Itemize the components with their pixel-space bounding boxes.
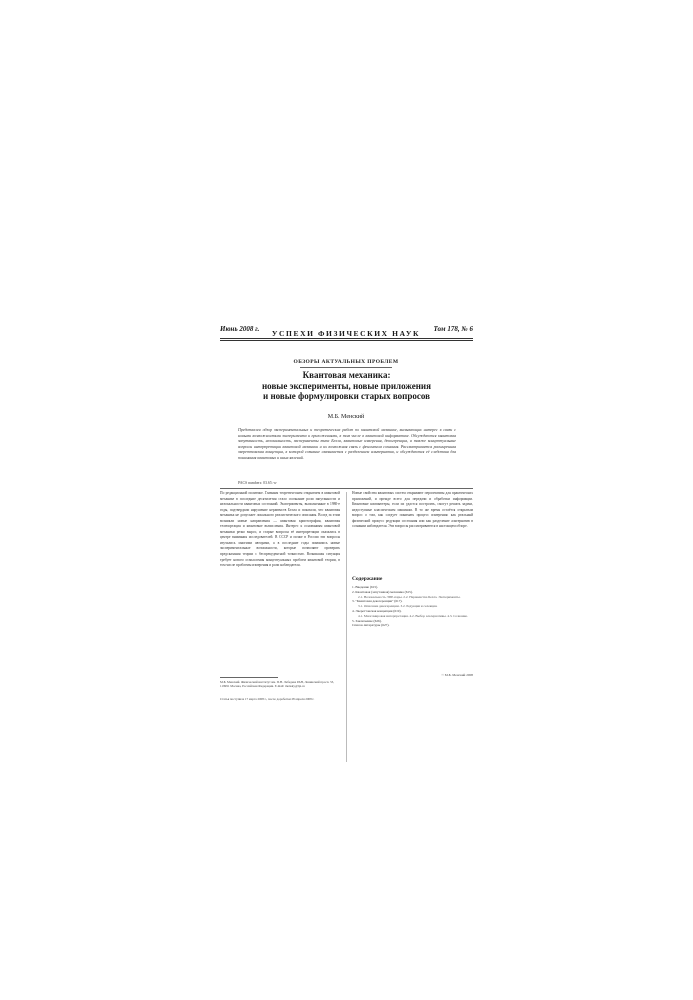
toc-heading: Содержание bbox=[352, 576, 383, 582]
section-rubric: ОБЗОРЫ АКТУАЛЬНЫХ ПРОБЛЕМ bbox=[293, 359, 399, 365]
toc-item: 2. Квантовая (запутанная) механика (615). bbox=[352, 589, 413, 594]
journal-name: УСПЕХИ ФИЗИЧЕСКИХ НАУК bbox=[271, 329, 421, 338]
abstract-rule bbox=[220, 488, 473, 489]
article-author: М.Б. Менский bbox=[327, 414, 365, 420]
toc-item: 5. Заключение (626). bbox=[352, 618, 382, 623]
body-column-left: По редакционной политике. Главным теоретическим открытием в квантовой механике в последние десятилетия стало осознание роли запутанности и нелокальности квантовых состояний. Эксперименты, выполненные в 1980-е годы, подтвердили нарушение неравенств Белла и показали, что квантовая механика не допускает локального реалистического описания. Вслед за этим возникли новые направления — квантовая криптография, квантовая телепортация и квантовые вычисления. Интерес к основаниям квантовой механики резко вырос, и старые вопросы её интерпретации оказались в центре внимания исследователей. В СССР и позже в России эти вопросы изучались многими авторами, а в последние годы появились новые экспериментальные возможности, которые позволяют проверять предсказания теории с беспрецедентной точностью. Возникшая ситуация требует нового осмысления концептуальных проблем квантовой теории, в том числе проблемы измерения и роли наблюдателя. bbox=[220, 491, 340, 568]
toc-item: 1. Введение (615). bbox=[352, 585, 379, 589]
author-affiliation: М.Б. Менский. Физический институт им. П.Н. Лебедева РАН, Ленинский просп. 53, 119991 Москва, Российская Федерация. E-mail: mensky@lpi.ru bbox=[220, 680, 335, 689]
title-line-2: новые эксперименты, новые приложения bbox=[261, 380, 431, 391]
footnote-rule bbox=[220, 677, 278, 678]
header-rule-top bbox=[220, 338, 473, 339]
article-title bbox=[230, 370, 463, 402]
issue-date: Июнь 2008 г. bbox=[220, 325, 260, 333]
header-rule-bottom bbox=[220, 340, 473, 341]
pacs-numbers: PACS numbers: 03.65.-w bbox=[238, 481, 277, 485]
rubric-underline bbox=[300, 367, 392, 368]
toc-item: 3. "Квантовая декогеренция" (617). bbox=[352, 599, 403, 604]
title-line-3: и новые формулировки старых вопросов bbox=[263, 391, 430, 401]
toc-subitem: 3.1. Описание декогеренции. 3.2. Редукция и селекция. bbox=[358, 604, 438, 609]
toc-item: Список литературы (627). bbox=[352, 623, 390, 628]
volume-number: Том 178, № 6 bbox=[433, 325, 473, 333]
copyright-notice: © М.Б. Менский 2008 bbox=[441, 673, 473, 677]
submission-dates: Статья поступила 17 марта 2008 г., после доработки 28 апреля 2008 г. bbox=[220, 697, 315, 701]
column-separator bbox=[346, 492, 347, 762]
toc-subitem: 4.1. Многомировая интерпретация. 4.2. Выбор альтернативы. 4.3. Сознание. bbox=[358, 613, 468, 618]
toc-item: 4. Эвереттовская концепция (619). bbox=[352, 608, 402, 613]
table-of-contents bbox=[352, 585, 473, 628]
abstract: Представлен обзор экспериментальных и теоретических работ по квантовой механике, вызывающих интерес в связи с новыми возможностями эксперимента и приложениями, в том числе в квантовой информатике. Обсуждаются квантовая запутанность, нелокальность, эксперименты типа Белла, квантовые измерения, декогеренция, а также концептуальные вопросы интерпретации квантовой механики и их возможная связь с феноменом сознания. Рассматривается расширенная эвереттовская концепция, в которой сознание связывается с разделением альтернатив, и обсуждаются её следствия для понимания квантовых и иных явлений. bbox=[238, 427, 456, 460]
body-column-right: Новые свойства квантовых систем открывают перспективы для практических приложений, и прежде всего для передачи и обработки информации. Квантовые компьютеры, если их удастся построить, смогут решать задачи, недоступные классическим машинам. В то же время остаётся открытым вопрос о том, как следует понимать процесс измерения: как реальный физический процесс редукции состояния или как разделение альтернатив в сознании наблюдателя. Эти вопросы рассматриваются в настоящем обзоре. bbox=[352, 491, 473, 529]
title-line-1: Квантовая механика: bbox=[302, 370, 391, 380]
toc-subitem: 2.1. Нелокальность ЭПР-пары. 2.2. Неравенства Белла. Эксперименты. bbox=[358, 594, 461, 599]
